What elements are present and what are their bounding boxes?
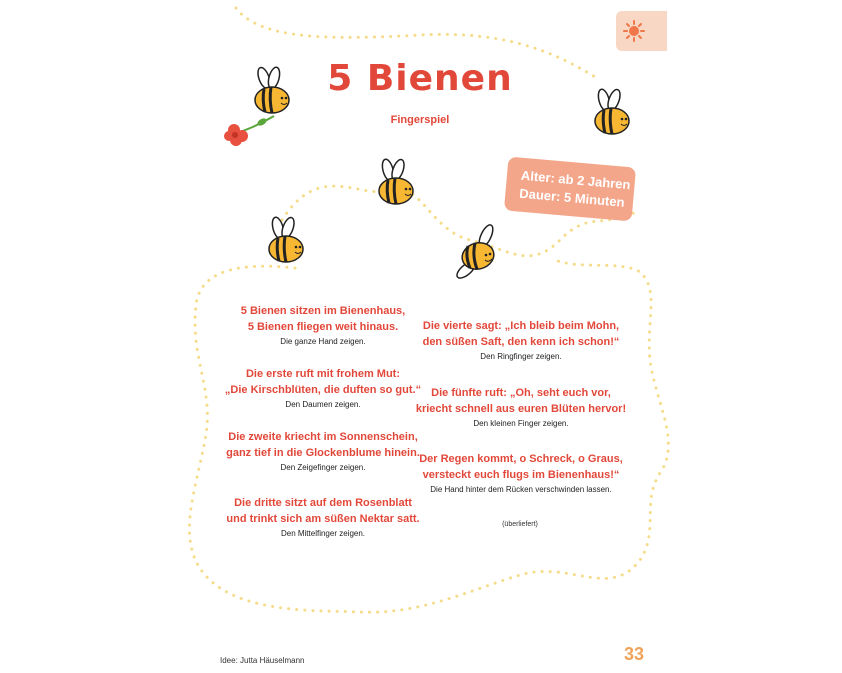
verse-line: Die vierte sagt: „Ich bleib beim Mohn, <box>422 320 620 332</box>
verse-line: ganz tief in die Glockenblume hinein. <box>226 447 420 459</box>
verse-instruction: Den Mittelfinger zeigen. <box>280 529 366 538</box>
duration-text: Dauer: 5 Minuten <box>518 185 626 210</box>
verse-1 <box>214 303 432 348</box>
verse-instruction: Den Ringfinger zeigen. <box>480 352 562 361</box>
bee-icon <box>264 214 308 268</box>
verse-line: kriecht schnell aus euren Blüten hervor! <box>415 403 627 415</box>
verse-line: 5 Bienen fliegen weit hinaus. <box>247 321 399 333</box>
verse-instruction: Die ganze Hand zeigen. <box>280 337 366 346</box>
verse-line: den süßen Saft, den kenn ich schon!“ <box>422 336 620 348</box>
verse-2 <box>214 366 432 411</box>
page-title: 5 Bienen <box>327 58 513 99</box>
verse-5 <box>412 318 630 363</box>
source-note: (überliefert) <box>502 521 538 528</box>
page-subtitle: Fingerspiel <box>390 114 450 126</box>
verse-line: und trinkt sich am süßen Nektar satt. <box>226 513 420 525</box>
verse-line: Die fünfte ruft: „Oh, seht euch vor, <box>431 387 611 399</box>
verse-3 <box>214 429 432 474</box>
footer-credit: Idee: Jutta Häuselmann <box>220 656 305 665</box>
verse-instruction: Den Daumen zeigen. <box>285 400 361 409</box>
verse-instruction: Den Zeigefinger zeigen. <box>280 463 366 472</box>
verse-instruction: Die Hand hinter dem Rücken verschwinden lassen. <box>430 485 612 494</box>
sun-icon <box>616 11 667 51</box>
verse-line: versteckt euch flugs im Bienenhaus!“ <box>422 469 620 481</box>
corner-tab <box>616 11 667 51</box>
bee-icon <box>452 222 502 282</box>
bee-icon <box>374 156 418 210</box>
bee-icon <box>590 86 634 140</box>
verse-4 <box>214 495 432 540</box>
verse-line: 5 Bienen sitzen im Bienenhaus, <box>240 305 406 317</box>
flower-icon <box>222 112 282 152</box>
verse-6 <box>412 385 630 430</box>
age-text: Alter: ab 2 Jahren <box>520 167 632 193</box>
verse-line: Die dritte sitzt auf dem Rosenblatt <box>234 497 412 509</box>
verse-line: „Die Kirschblüten, die duften so gut.“ <box>224 384 422 396</box>
verse-line: Die zweite kriecht im Sonnenschein, <box>228 431 418 443</box>
verse-line: Der Regen kommt, o Schreck, o Graus, <box>419 453 623 465</box>
info-box <box>504 157 636 222</box>
page-number: 33 <box>624 644 645 664</box>
verse-instruction: Den kleinen Finger zeigen. <box>473 419 569 428</box>
verse-line: Die erste ruft mit frohem Mut: <box>245 368 400 380</box>
verse-7 <box>412 451 630 496</box>
